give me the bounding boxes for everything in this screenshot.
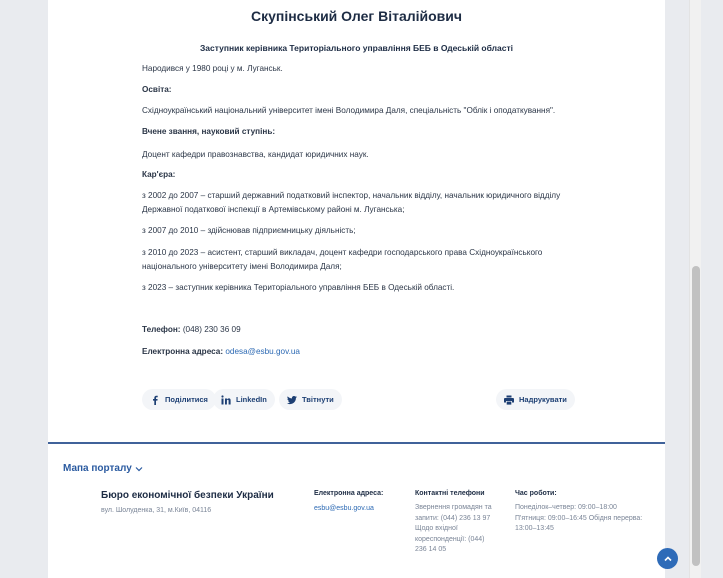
footer-divider xyxy=(48,442,665,444)
footer-hours xyxy=(515,503,642,535)
education-label: Освіта: xyxy=(142,85,172,94)
footer-address: вул. Шолуденка, 31, м.Київ, 04116 xyxy=(101,507,212,514)
person-name: Скупінський Олег Віталійович xyxy=(250,8,463,24)
printer-icon xyxy=(504,395,514,405)
sitemap-toggle[interactable] xyxy=(63,463,143,474)
footer-phone-line: 236 14 05 xyxy=(415,546,447,553)
facebook-icon xyxy=(150,395,160,405)
email-row xyxy=(142,345,592,359)
chevron-down-icon xyxy=(135,465,143,473)
footer-phone-line: запити: (044) 236 13 97 xyxy=(415,514,491,522)
footer-hours-line: П'ятниця: 09:00–16:45 Обідня перерва: xyxy=(515,514,643,522)
degree-label: Вчене звання, науковий ступінь: xyxy=(142,127,276,136)
footer-hours-heading: Час роботи: xyxy=(515,490,557,497)
facebook-share-button[interactable] xyxy=(142,389,216,410)
phone-label: Телефон: xyxy=(142,325,181,334)
footer-phones xyxy=(415,503,492,556)
linkedin-share-label: LinkedIn xyxy=(236,395,267,404)
twitter-share-button[interactable] xyxy=(279,389,342,410)
email-label: Електронна адреса: xyxy=(142,347,224,356)
bio-born: Народився у 1980 році у м. Луганськ. xyxy=(142,64,283,73)
footer-hours-line: Понеділок–четвер: 09:00–18:00 xyxy=(515,504,617,511)
footer-hours-line: 13:00–13:45 xyxy=(515,525,554,532)
sitemap-label: Мапа порталу xyxy=(63,463,132,474)
phone-row xyxy=(142,323,592,337)
footer-phones-heading: Контактні телефони xyxy=(415,490,485,497)
main-content xyxy=(48,0,665,578)
career-label: Кар'єра: xyxy=(142,170,176,179)
phone-value: (048) 230 36 09 xyxy=(182,325,241,334)
print-label: Надрукувати xyxy=(519,395,567,404)
print-button[interactable] xyxy=(496,389,575,410)
person-position: Заступник керівника Територіального управління БЕБ в Одеській області xyxy=(199,43,514,53)
twitter-icon xyxy=(287,395,297,405)
chevron-up-icon xyxy=(663,554,673,564)
footer-phone-line: Щодо вхідної xyxy=(415,525,458,532)
vertical-scrollbar[interactable] xyxy=(689,0,701,578)
footer-email-heading: Електронна адреса: xyxy=(314,490,384,497)
career-item: з 2023 – заступник керівника Територіального управління БЕБ в Одеській області. xyxy=(142,283,455,292)
email-link[interactable]: odesa@esbu.gov.ua xyxy=(225,347,300,356)
facebook-share-label: Поділитися xyxy=(165,395,208,404)
linkedin-icon xyxy=(221,395,231,405)
footer-phone-line: Звернення громадян та xyxy=(415,504,492,511)
degree-text: Доцент кафедри правознавства, кандидат юридичних наук. xyxy=(142,150,369,159)
footer-org-name: Бюро економічної безпеки України xyxy=(101,490,274,501)
scroll-to-top-button[interactable] xyxy=(657,548,678,569)
career-item: з 2007 до 2010 – здійснював підприємницьку діяльність; xyxy=(142,226,356,235)
education-text: Східноукраїнський національний університет імені Володимира Даля, спеціальність "Облік і оподаткування". xyxy=(142,106,556,115)
career-item: з 2002 до 2007 – старший державний податковий інспектор, начальник відділу, начальник юридичного відділу Державної податкової інспекції в Артемівському районі м. Луганська; xyxy=(142,191,561,214)
career-item: з 2010 до 2023 – асистент, старший викладач, доцент кафедри господарського права Східноукраїнського національного університету імені Володимира Даля; xyxy=(142,248,543,271)
twitter-share-label: Твітнути xyxy=(302,395,334,404)
linkedin-share-button[interactable] xyxy=(213,389,275,410)
footer-phone-line: кореспонденції: (044) xyxy=(415,535,485,543)
scrollbar-thumb[interactable] xyxy=(692,266,700,566)
footer-email-link[interactable]: esbu@esbu.gov.ua xyxy=(314,505,374,512)
